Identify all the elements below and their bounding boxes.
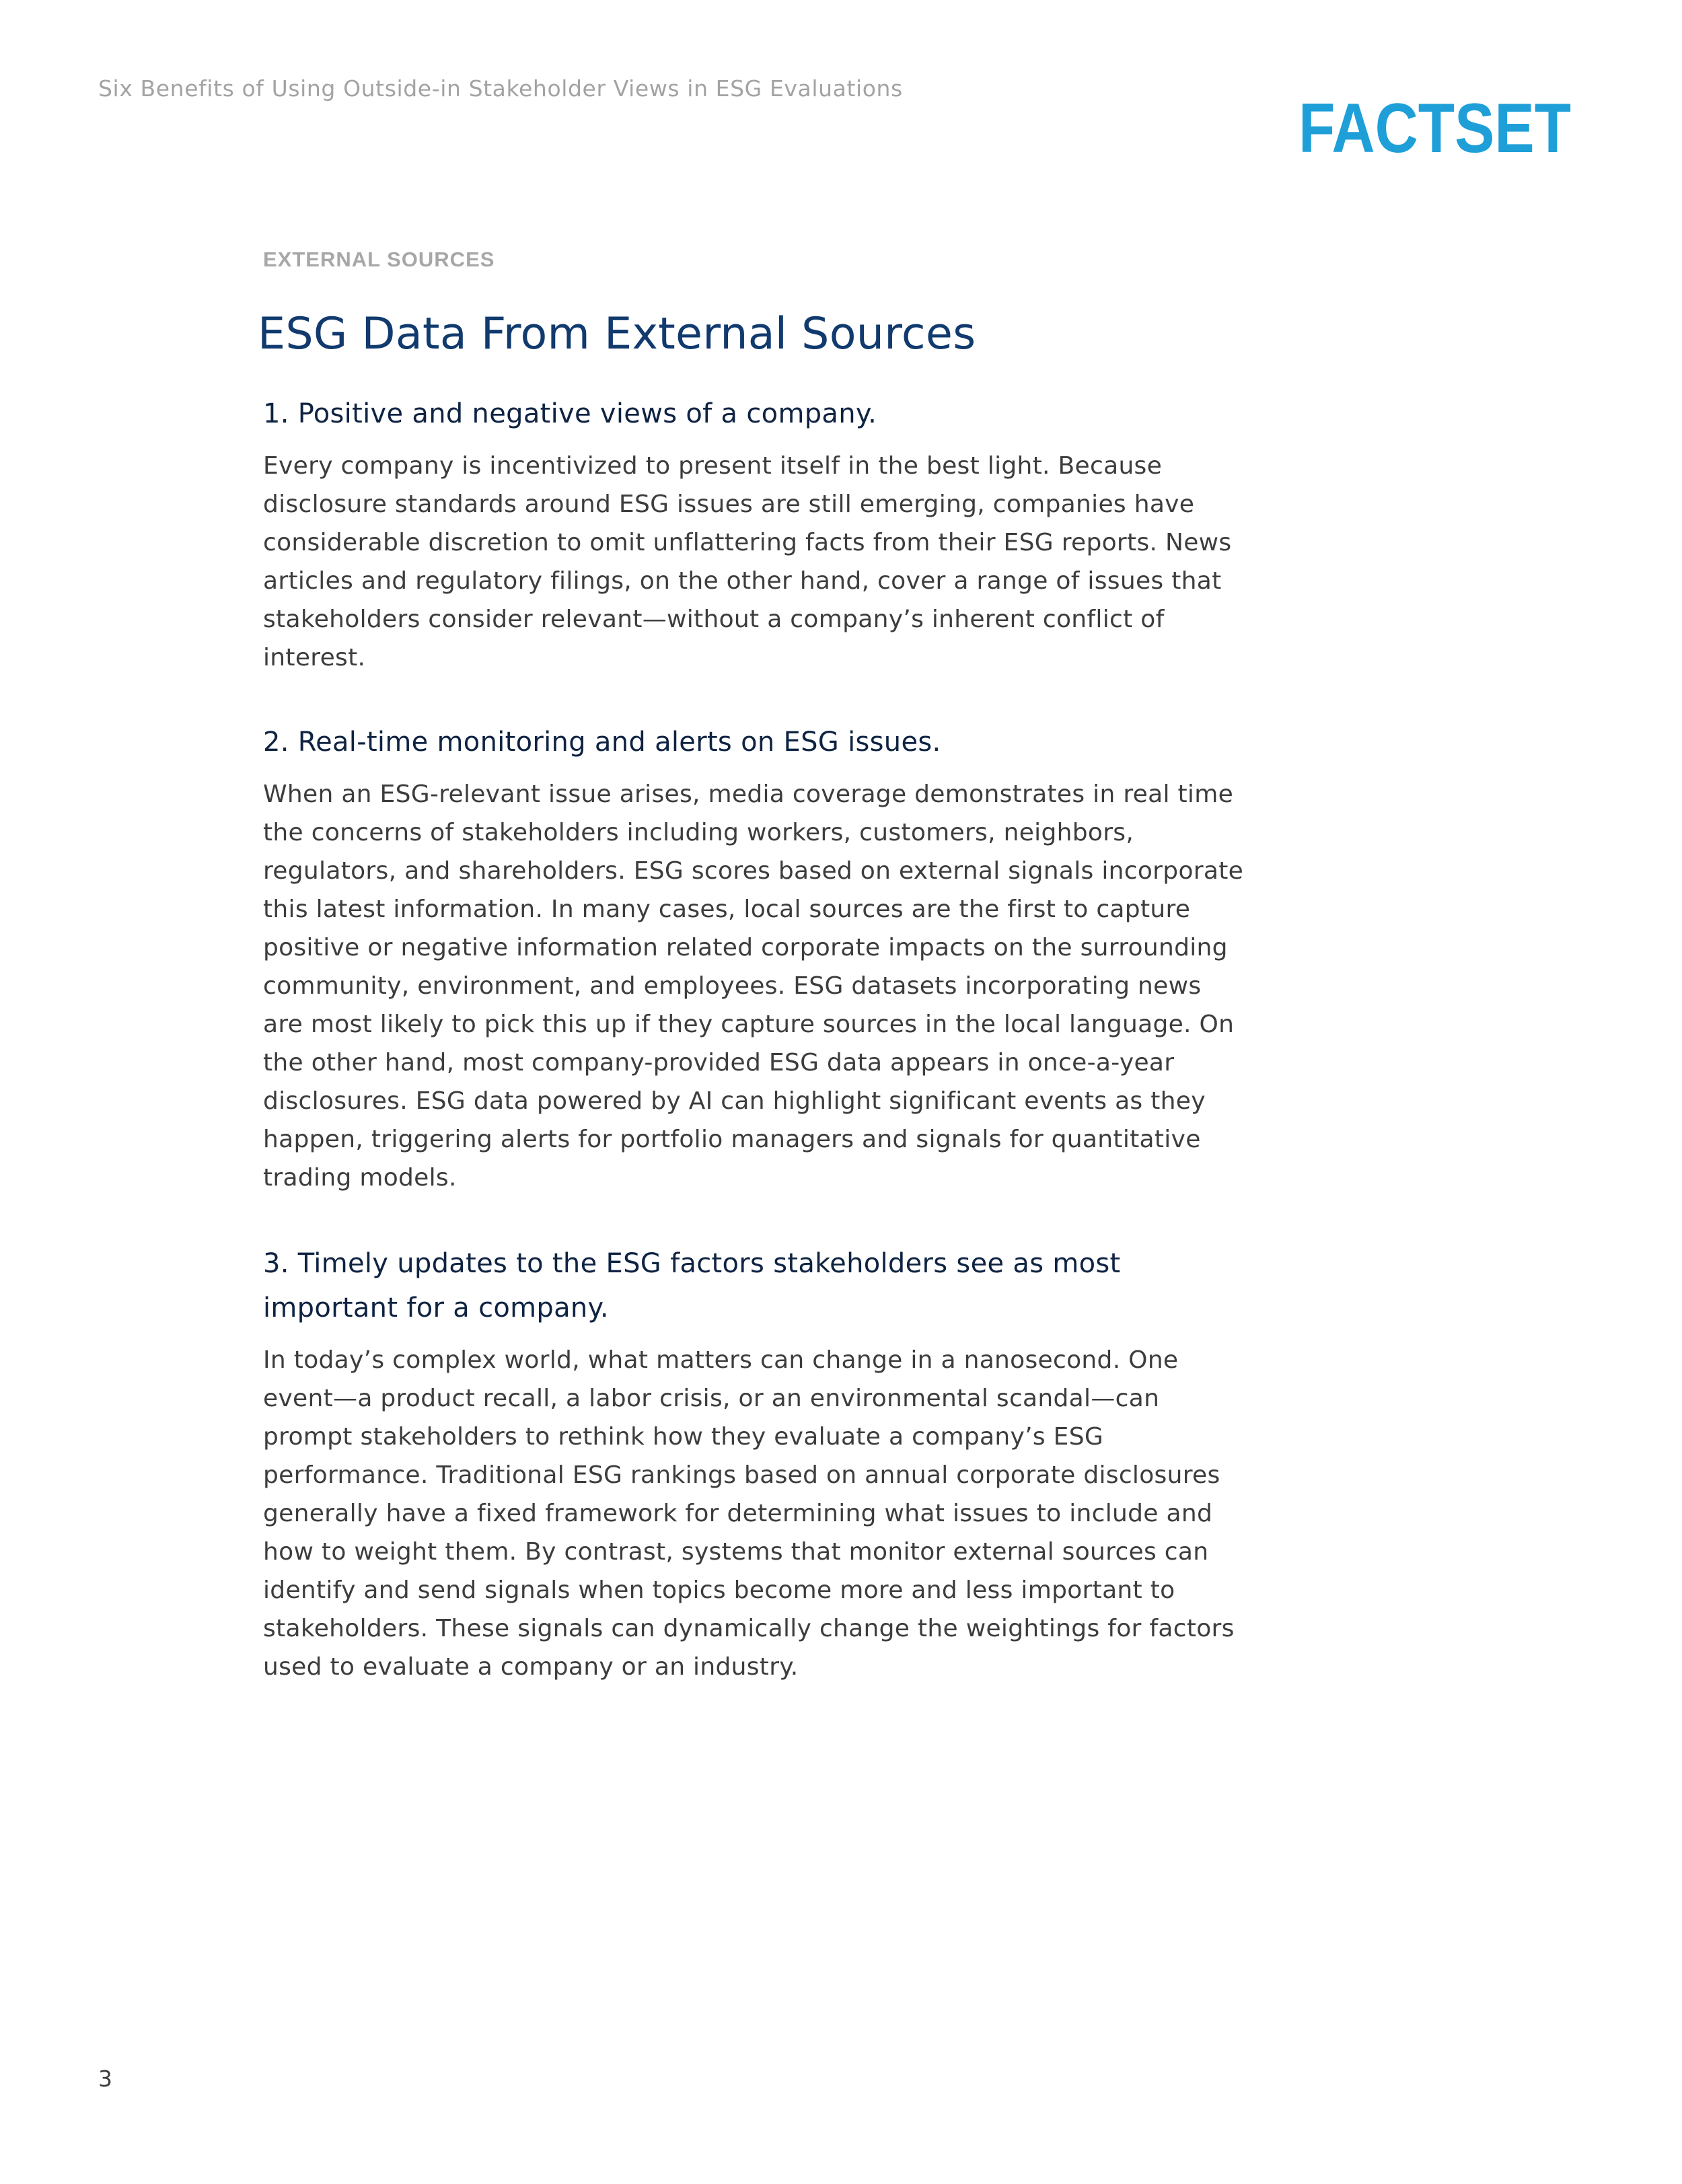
benefit-section-3	[263, 1241, 1245, 1686]
running-header: Six Benefits of Using Outside-in Stakeholder Views in ESG Evaluations	[98, 75, 903, 102]
section-body: Every company is incentivized to present itself in the best light. Because disclosure standards around ESG issues are still emerging, companies have considerable discretion to omit unflattering facts from their ESG reports. News articles and regulatory filings, on the other hand, cover a range of issues that stakeholders consider relevant—without a company’s inherent conflict of interest.	[263, 452, 1232, 671]
section-heading: 2. Real-time monitoring and alerts on ESG issues.	[263, 727, 941, 758]
factset-logo	[1299, 89, 1571, 168]
logo-wordmark: FACTSET	[1299, 89, 1571, 168]
page-title: ESG Data From External Sources	[258, 309, 976, 359]
section-eyebrow: EXTERNAL SOURCES	[263, 248, 495, 271]
section-heading: 3. Timely updates to the ESG factors stakeholders see as most important for a company.	[263, 1248, 1121, 1323]
section-heading: 1. Positive and negative views of a company.	[263, 398, 877, 429]
page-number: 3	[98, 2066, 112, 2092]
main-content	[258, 248, 1245, 1686]
section-body: In today’s complex world, what matters can change in a nanosecond. One event—a product recall, a labor crisis, or an environmental scandal—can prompt stakeholders to rethink how they evaluate a company’s ESG performance. Traditional ESG rankings based on annual corporate disclosures generally have a fixed framework for determining what issues to include and how to weight them. By contrast, systems that monitor external sources can identify and send signals when topics become more and less important to stakeholders. These signals can dynamically change the weightings for factors used to evaluate a company or an industry.	[263, 1346, 1235, 1681]
benefit-section-2	[263, 720, 1245, 1197]
section-body: When an ESG-relevant issue arises, media coverage demonstrates in real time the concerns of stakeholders including workers, customers, neighbors, regulators, and shareholders. ESG scores based on external signals incorporate this latest information. In many cases, local sources are the first to capture positive or negative information related corporate impacts on the surrounding community, environment, and employees. ESG datasets incorporating news are most likely to pick this up if they capture sources in the local language. On the other hand, most company-provided ESG data appears in once-a-year disclosures. ESG data powered by AI can highlight significant events as they happen, triggering alerts for portfolio managers and signals for quantitative trading models.	[263, 780, 1244, 1192]
benefit-section-1	[263, 392, 1245, 677]
